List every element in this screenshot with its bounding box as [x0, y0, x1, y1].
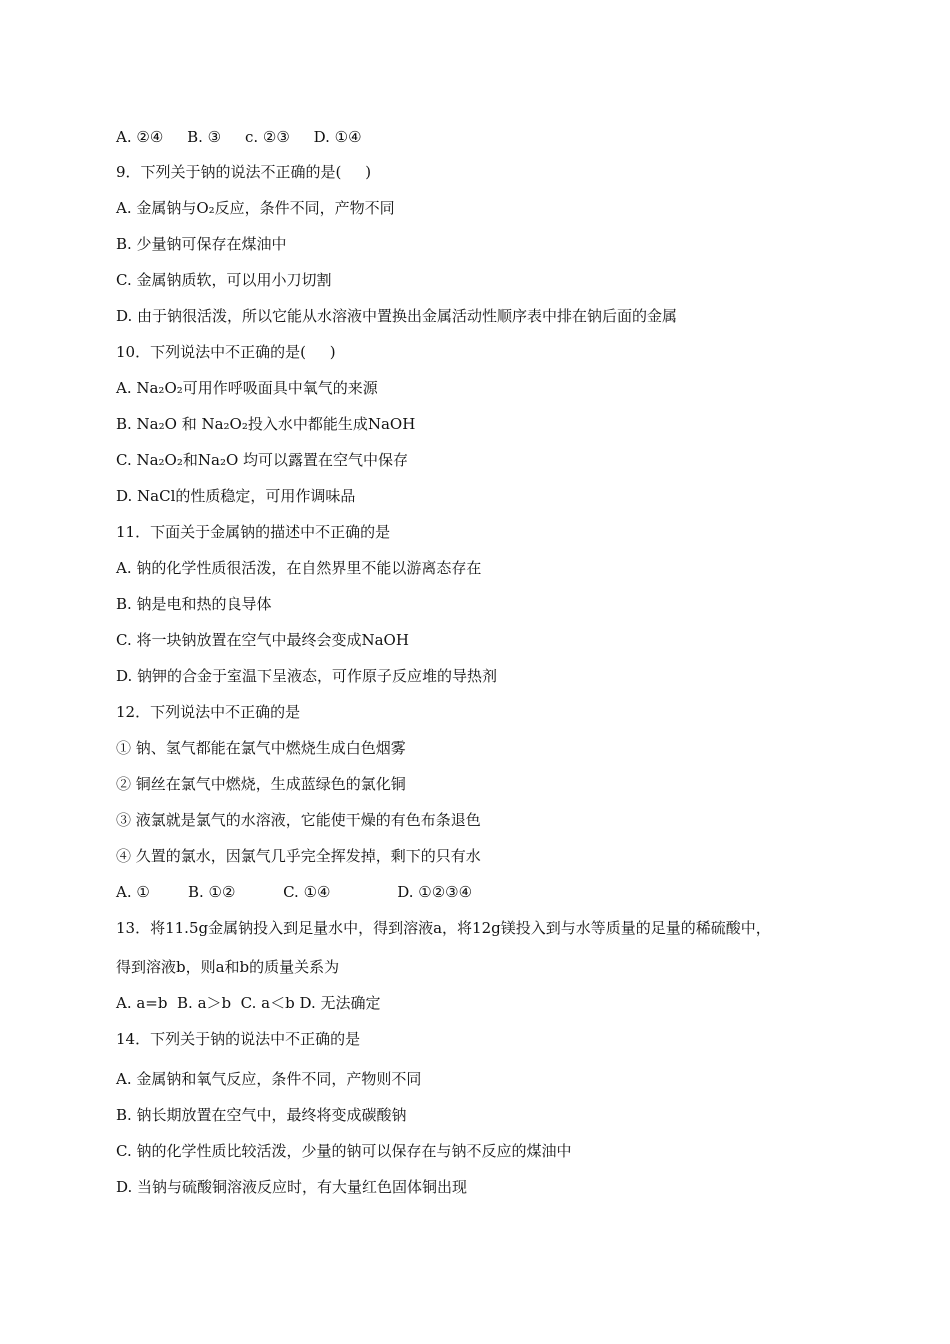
- q10-stem: 10．下列说法中不正确的是( ): [116, 343, 336, 361]
- q12-statement-3: ③ 液氯就是氯气的水溶液，它能使干燥的有色布条退色: [116, 811, 481, 829]
- q10-option-d: D. NaCl的性质稳定，可用作调味品: [116, 487, 356, 505]
- q14-option-a: A. 金属钠和氧气反应，条件不同，产物则不同: [116, 1070, 422, 1088]
- q10-option-b: B. Na₂O 和 Na₂O₂投入水中都能生成NaOH: [116, 415, 416, 433]
- q12-options: A. ① B. ①② C. ①④ D. ①②③④: [116, 883, 473, 901]
- q12-statement-2: ② 铜丝在氯气中燃烧，生成蓝绿色的氯化铜: [116, 775, 406, 793]
- q11-option-b: B. 钠是电和热的良导体: [116, 595, 272, 613]
- q10-option-c: C. Na₂O₂和Na₂O 均可以露置在空气中保存: [116, 451, 409, 469]
- q11-stem: 11．下面关于金属钠的描述中不正确的是: [116, 523, 391, 541]
- q9-option-a: A. 金属钠与O₂反应，条件不同，产物不同: [116, 199, 395, 217]
- q12-stem: 12．下列说法中不正确的是: [116, 703, 301, 721]
- q10-option-a: A. Na₂O₂可用作呼吸面具中氧气的来源: [116, 379, 378, 397]
- q12-statement-1: ① 钠、氢气都能在氯气中燃烧生成白色烟雾: [116, 739, 406, 757]
- q9-stem: 9．下列关于钠的说法不正确的是( ): [116, 163, 372, 181]
- q14-option-c: C. 钠的化学性质比较活泼，少量的钠可以保存在与钠不反应的煤油中: [116, 1142, 572, 1160]
- q13-stem-line-2: 得到溶液b，则a和b的质量关系为: [116, 958, 340, 976]
- q11-option-d: D. 钠钾的合金于室温下呈液态，可作原子反应堆的导热剂: [116, 667, 498, 685]
- q12-statement-4: ④ 久置的氯水，因氯气几乎完全挥发掉，剩下的只有水: [116, 847, 481, 865]
- q13-stem-line-1: 13．将11.5g金属钠投入到足量水中，得到溶液a，将12g镁投入到与水等质量的足量的稀硫酸中，: [116, 919, 771, 937]
- q14-stem: 14．下列关于钠的说法中不正确的是: [116, 1030, 361, 1048]
- q8-options: A. ②④ B. ③ c. ②③ D. ①④: [116, 128, 362, 146]
- q14-option-b: B. 钠长期放置在空气中，最终将变成碳酸钠: [116, 1106, 407, 1124]
- q9-option-d: D. 由于钠很活泼，所以它能从水溶液中置换出金属活动性顺序表中排在钠后面的金属: [116, 307, 678, 325]
- q14-option-d: D. 当钠与硫酸铜溶液反应时，有大量红色固体铜出现: [116, 1178, 468, 1196]
- q11-option-a: A. 钠的化学性质很活泼，在自然界里不能以游离态存在: [116, 559, 482, 577]
- q9-option-b: B. 少量钠可保存在煤油中: [116, 235, 287, 253]
- q13-options: A. a=b B. a＞b C. a＜b D. 无法确定: [116, 994, 381, 1012]
- q11-option-c: C. 将一块钠放置在空气中最终会变成NaOH: [116, 631, 409, 649]
- q9-option-c: C. 金属钠质软，可以用小刀切割: [116, 271, 332, 289]
